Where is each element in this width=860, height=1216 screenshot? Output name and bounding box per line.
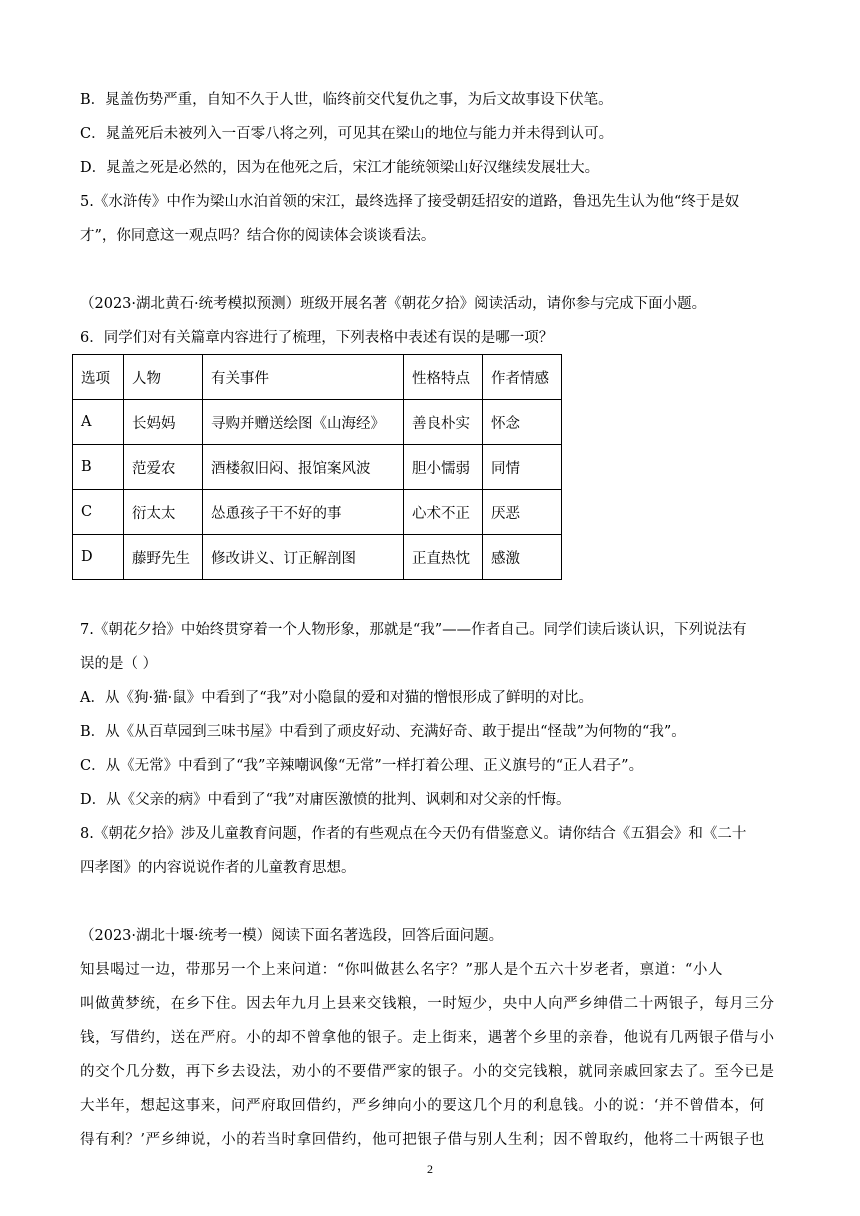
table-row [73, 445, 562, 490]
option-d-q4: D．晁盖之死是必然的，因为在他死之后，宋江才能统领梁山好汉继续发展壮大。 [80, 160, 600, 176]
q6-table [72, 354, 562, 580]
table-cell: 酒楼叙旧闷、报馆案风波 [203, 445, 404, 490]
table-row [73, 535, 562, 580]
section-intro-huangshi: （2023·湖北黄石·统考模拟预测）班级开展名著《朝花夕拾》阅读活动，请你参与完成下面小题。 [80, 296, 707, 312]
question-8-line-1: 8.《朝花夕拾》涉及儿童教育问题，作者的有些观点在今天仍有借鉴意义。请你结合《五猖会》和《二十 [80, 826, 747, 842]
question-6: 6．同学们对有关篇章内容进行了梳理，下列表格中表述有误的是哪一项？ [80, 330, 554, 346]
table-cell: 同情 [483, 445, 562, 490]
table-cell: 怀念 [483, 400, 562, 445]
passage-line: 知县喝过一边，带那另一个上来问道：“你叫做甚么名字？”那人是个五六十岁老者，禀道：“小人 [80, 962, 724, 978]
passage-line: 大半年，想起这事来，问严府取回借约，严乡绅向小的要这几个月的利息钱。小的说：‘并不曾借本，何 [80, 1098, 765, 1114]
page-number: 2 [427, 1162, 433, 1176]
table-cell: 寻购并赠送绘图《山海经》 [203, 400, 404, 445]
table-row [73, 400, 562, 445]
table-header-cell: 作者情感 [483, 355, 562, 400]
question-5-line-1: 5.《水浒传》中作为梁山水泊首领的宋江，最终选择了接受朝廷招安的道路，鲁迅先生认为他“终于是奴 [80, 194, 740, 210]
table-cell: 藤野先生 [124, 535, 203, 580]
option-b-q4: B．晁盖伤势严重，自知不久于人世，临终前交代复仇之事，为后文故事设下伏笔。 [80, 92, 613, 108]
table-cell: 善良朴实 [404, 400, 483, 445]
option-a-q7: A．从《狗·猫·鼠》中看到了“我”对小隐鼠的爱和对猫的憎恨形成了鲜明的对比。 [80, 690, 594, 706]
table-header-cell: 性格特点 [404, 355, 483, 400]
table-cell: 厌恶 [483, 490, 562, 535]
table-cell: A [73, 400, 124, 445]
passage-line: 叫做黄梦统，在乡下住。因去年九月上县来交钱粮，一时短少，央中人向严乡绅借二十两银子，每月三分 [80, 996, 775, 1012]
question-5-line-2: 才”，你同意这一观点吗？结合你的阅读体会谈谈看法。 [80, 228, 436, 244]
table-cell: 感激 [483, 535, 562, 580]
table-cell: 心术不正 [404, 490, 483, 535]
passage-line: 钱，写借约，送在严府。小的却不曾拿他的银子。走上街来，遇著个乡里的亲眷，他说有几两银子借与小 [80, 1030, 775, 1046]
option-b-q7: B．从《从百草园到三味书屋》中看到了顽皮好动、充满好奇、敢于提出“怪哉”为何物的“我”。 [80, 724, 686, 740]
section-intro-shiyan: （2023·湖北十堰·统考一模）阅读下面名著选段，回答后面问题。 [80, 928, 504, 944]
table-cell: 正直热忱 [404, 535, 483, 580]
passage-line: 得有利？’严乡绅说，小的若当时拿回借约，他可把银子借与别人生利；因不曾取约，他将二十两银子也 [80, 1132, 765, 1148]
table-row [73, 490, 562, 535]
option-d-q7: D．从《父亲的病》中看到了“我”对庸医激愤的批判、讽刺和对父亲的忏悔。 [80, 792, 571, 808]
table-cell: B [73, 445, 124, 490]
table-header-row [73, 355, 562, 400]
table-cell: 怂恿孩子干不好的事 [203, 490, 404, 535]
table-cell: 范爱农 [124, 445, 203, 490]
option-c-q4: C．晁盖死后未被列入一百零八将之列，可见其在梁山的地位与能力并未得到认可。 [80, 126, 614, 142]
table-cell: 长妈妈 [124, 400, 203, 445]
question-7-line-2: 误的是（ ） [80, 656, 158, 672]
table-cell: 衍太太 [124, 490, 203, 535]
table-cell: 修改讲义、订正解剖图 [203, 535, 404, 580]
question-8-line-2: 四孝图》的内容说说作者的儿童教育思想。 [80, 860, 356, 876]
table-cell: C [73, 490, 124, 535]
passage-line: 的交个几分数，再下乡去设法，劝小的不要借严家的银子。小的交完钱粮，就同亲戚回家去了。至今已是 [80, 1064, 775, 1080]
table-cell: 胆小懦弱 [404, 445, 483, 490]
table-header-cell: 有关事件 [203, 355, 404, 400]
table-cell: D [73, 535, 124, 580]
option-c-q7: C．从《无常》中看到了“我”辛辣嘲讽像“无常”一样打着公理、正义旗号的“正人君子”。 [80, 758, 644, 774]
question-7-line-1: 7.《朝花夕拾》中始终贯穿着一个人物形象，那就是“我”——作者自己。同学们读后谈认识，下列说法有 [80, 622, 747, 638]
table-header-cell: 人物 [124, 355, 203, 400]
table-header-cell: 选项 [73, 355, 124, 400]
